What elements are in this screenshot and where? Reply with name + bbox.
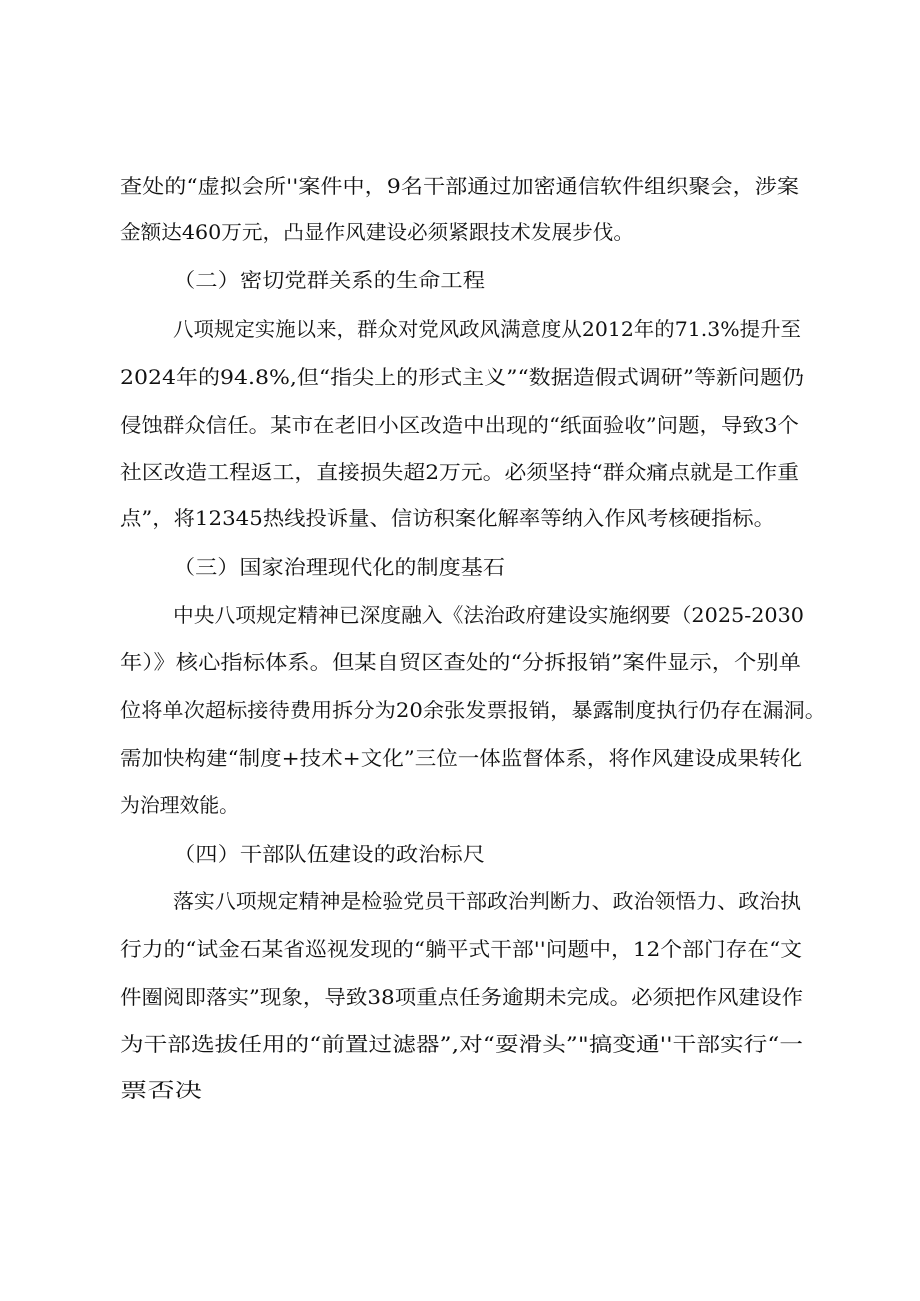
body-line-4: [0, 357, 920, 397]
body-line-5: [0, 405, 920, 445]
section-heading-2: [0, 260, 920, 300]
heading-text: （三）国家治理现代化的制度基石: [173, 555, 505, 579]
body-line-11: [0, 738, 920, 778]
section-heading-4: [0, 834, 920, 874]
body-line-17: [0, 1070, 920, 1110]
body-line-7: [0, 498, 920, 538]
line-text: 需加快构建“制度+技术+文化”三位一体监督体系，将作风建设成果转化: [120, 746, 802, 770]
line-text: 票否决: [120, 1078, 202, 1102]
line-text: 社区改造工程返工，直接损失超2万元。必须坚持“群众痛点就是工作重: [120, 460, 799, 484]
line-text: 位将单次超标接待费用拆分为20余张发票报销，暴露制度执行仍存在漏洞。: [120, 698, 826, 722]
line-text: 为治理效能。: [120, 793, 239, 817]
line-text: 行力的“试金石某省巡视发现的“躺平式干部''问题中，12个部门存在“文: [120, 937, 802, 961]
line-text: 件圈阅即落实”现象，导致38项重点任务逾期未完成。必须把作风建设作: [120, 985, 803, 1009]
line-text: 点”，将12345热线投诉量、信访积案化解率等纳入作风考核硬指标。: [120, 506, 775, 530]
line-text: 为干部选拔任用的“前置过滤器”,对“耍滑头”"搞变通''干部实行“一: [120, 1032, 803, 1056]
body-line-15: [0, 977, 920, 1017]
line-text: 2024年的94.8%,但“指尖上的形式主义”“数据造假式调研”等新问题仍: [120, 365, 805, 389]
body-line-3: [0, 309, 920, 349]
body-line-12: [0, 785, 920, 825]
body-line-6: [0, 452, 920, 492]
section-heading-3: [0, 547, 920, 587]
body-line-14: [0, 929, 920, 969]
body-line-8: [0, 595, 920, 635]
heading-text: （四）干部队伍建设的政治标尺: [173, 842, 485, 866]
line-text: 侵蚀群众信任。某市在老旧小区改造中出现的“纸面验收”问题，导致3个: [120, 413, 799, 437]
line-text: 年）》核心指标体系。但某自贸区查处的“分拆报销”案件显示，个别单: [120, 650, 802, 674]
body-line-9: [0, 642, 920, 682]
line-text: 八项规定实施以来，群众对党风政风满意度从2012年的71.3%提升至: [173, 317, 801, 341]
line-text: 中央八项规定精神已深度融入《法治政府建设实施纲要（2025-2030: [173, 603, 804, 627]
body-line-13: [0, 881, 920, 921]
body-line-16: [0, 1024, 920, 1064]
body-line-1: [0, 166, 920, 206]
line-text: 查处的“虚拟会所''案件中，9名干部通过加密通信软件组织聚会，涉案: [120, 174, 799, 198]
heading-text: （二）密切党群关系的生命工程: [173, 268, 485, 292]
line-text: 金额达460万元，凸显作风建设必须紧跟技术发展步伐。: [120, 220, 634, 244]
line-text: 落实八项规定精神是检验党员干部政治判断力、政治领悟力、政治执: [173, 889, 801, 913]
body-line-10: [0, 690, 920, 730]
body-line-2: [0, 212, 920, 252]
